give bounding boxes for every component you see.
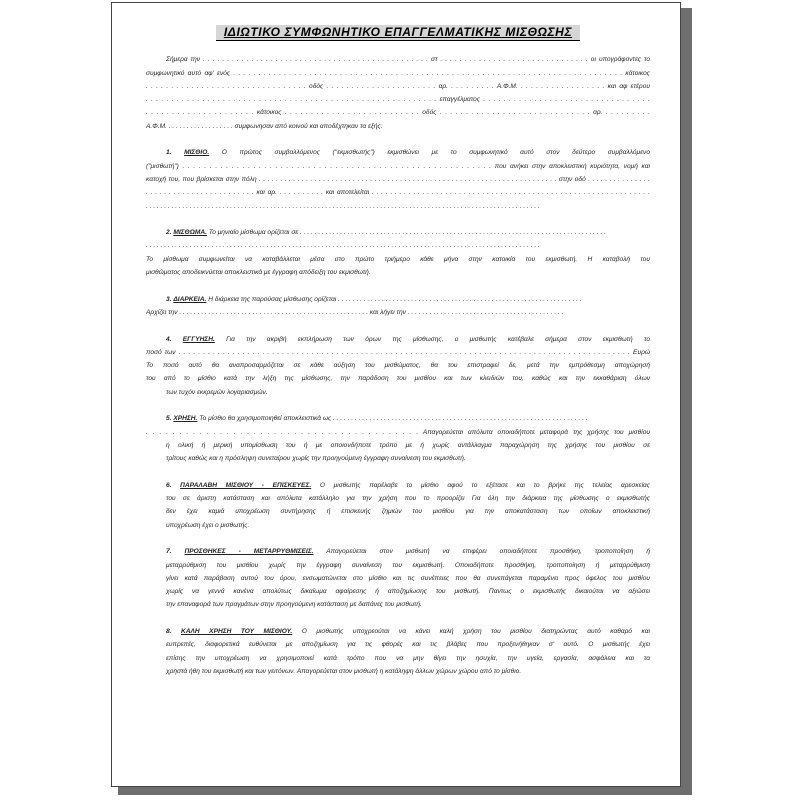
section-heading: ΔΙΑΡΚΕΙΑ. bbox=[173, 295, 207, 303]
intro-line: Α.Φ.Μ. . . . . . . . . . . . . . . . . . . συμφωνησαν από κοινού και αποδέχτηκαν τα εξής: bbox=[146, 122, 383, 130]
section-heading: ΠΡΟΣΘΗΚΕΣ - ΜΕΤΑΡΡΥΘΜΙΣΕΙΣ. bbox=[184, 548, 314, 556]
intro-paragraph bbox=[146, 53, 650, 133]
section-text: Ο πρώτος συμβαλλόμενος ("εκμισθωτής") εκμισθώνει με το συμφωνητικό αυτό στον δεύτερο συμβαλλόμενο bbox=[209, 149, 650, 157]
section-line: Το μίσθωμα συμφωνείται να καταβάλλεται μέσα στο πρώτο τριήμερο κάθε μήνα στην κατοικία του εκμισθωτή. Η καταβολή του bbox=[146, 255, 650, 263]
section-line: του σε άριστη κατάσταση και απόλυτα κατάλληλο για την χρήση που το προορίζει Για όλη την διάρκεια της μίσθωσης ο εκμισθωτής bbox=[166, 495, 650, 503]
section-line: επίσης την υποχρέωση να χρησιμοποιεί κατά τρόπο που να μην θίγει την ησυχία, την υγεία, εργασία, ασφάλεια και τα bbox=[166, 654, 650, 662]
section-line: υποχρέωση έχει ο μισθωτής. bbox=[166, 521, 250, 529]
section-line: . . . . . . . . . . . . . . . . . . . . . . . . . . . . . . . . . . . . . . . . . Απαγορεύεται απόλυτα οποιαδήποτε μεταφορά της χρήσης του μισθίου bbox=[146, 428, 650, 436]
section-6-paralavi bbox=[146, 479, 650, 532]
section-line: χωρίς να γεννά κανένα απολύτως δικαίωμα αφαίρεσης ή αποζημίωσης του μισθωτή. Παντως ο εκμισθωτής δικαιούται να αξιώσει bbox=[166, 588, 650, 596]
section-line: ευπρεπές, διαφορετικά ευθύνεται με αποζημίωση για τις φθορές και τις βλάβες που προξενήθηκαν σ' αυτό. Ο μισθωτής έχει bbox=[166, 641, 650, 649]
section-line: ποσό των . . . . . . . . . . . . . . . . . . . . . . . . . . . . . . . . . . . . . . . . . . . . . . . . . . . . . . . . . . . . . . . . . . . . . . . . . . . . . . . . . . . . . . . . . . . . Ευρώ bbox=[146, 348, 650, 356]
section-heading: ΧΡΗΣΗ. bbox=[173, 415, 198, 423]
section-line: . . . . . . . . . . . . . . . . . . . . . . . . . . . . . . . . . . . . . . . . . . . . . . . . . . . . . . . . . . . . . . . . . . . . . . . . . . . . . . . . . . . . . . . . . . . . . . . . . . . . . . . . . . . . bbox=[146, 242, 540, 250]
section-text: Απαγορεύεται στον μισθωτή να επιφέρει οποιαδήποτε προσθήκη, τροποποίηση ή bbox=[313, 548, 650, 556]
section-line: την επαναφορά των πραγμάτων στην προηγούμενη κατάσταση με δαπάνες του μισθωτή. bbox=[166, 601, 422, 609]
section-number: 5. bbox=[166, 415, 172, 423]
section-line: η ολική ή μερική υπομίσθωση του ή με οποιονδήποτε τρόπο με ή χωρίς αντάλλαγμα παραχώρηση της χρήσης του μισθίου σε bbox=[166, 441, 650, 449]
section-first-line bbox=[146, 479, 650, 492]
section-heading: ΜΙΣΘΙΟ. bbox=[184, 149, 210, 157]
section-number: 7. bbox=[166, 548, 172, 556]
section-1-misthio bbox=[146, 146, 650, 212]
section-text: Το μηνιαίο μίσθωμα ορίζεται σε . . . . . . . . . . . . . . . . . . . . . . . . . . . . . . . . . . . . . . . . . . . . . . . . . . . . . . . . . . . . . . . . . . . . . . . . . . . . . . . . . . . . bbox=[206, 229, 606, 237]
section-line: των τυχόν εκκρεμών λογαριασμών. bbox=[166, 388, 268, 396]
intro-line: . . . . . . . . . . . . . . . . . . . . . . . . . . . . . . . . οδός . . . . . . . . . . . . . . . . . . . . . . αρ. . . . . . . . . . Α.Φ.Μ. . . . . . . . . . . . . . . . . . και αφ ετέρου bbox=[146, 82, 650, 90]
intro-line: Σήμερα την . . . . . . . . . . . . . . . . . . . . . . . . . . . . . . . . . . . . . . . . . . . . . . . στ . . . . . . . . . . . . . . . . . . . . . . . . . . . . . . . οι υπογράφοντες το bbox=[166, 56, 650, 64]
section-line: μισθώματος αποδεικνύεται αποκλειστικά με έγγραφη απόδειξη του εκμισθωτή. bbox=[146, 269, 371, 277]
section-line: ("μισθωτή") . . . . . . . . . . . . . . . . . . . . . . . . . . . . . . . . . . . . . . . . . . . . . . . . . . . . . . . . . που ανήκει στην αποκλειστική κυριότητα, νομή και bbox=[146, 162, 650, 170]
section-line: του από το μίσθιο κατά την λήξη της μίσθωσης, την παράδοση του μισθίου και των κλειδιών του, καθώς και την εκκαθάριση όλων bbox=[146, 375, 650, 383]
section-heading: ΕΓΓΥΗΣΗ. bbox=[182, 335, 215, 343]
title-wrap bbox=[146, 25, 650, 41]
section-3-diarkeia bbox=[146, 293, 650, 320]
section-number: 4. bbox=[166, 335, 172, 343]
section-line: κατοχή του, που βρίσκεται στην πόλη . . . . . . . . . . . . . . . . . . . . . . . . . . . . . . . . . . . . . . . . . . . . . . . . . . . . . . . . . . . . . . . . . . . . . . στην οδό . . . . . . . . . . . . . . . bbox=[146, 175, 650, 183]
section-4-egguisi bbox=[146, 333, 650, 399]
section-line: μεταρρύθμιση του μισθίου χωρίς την έγγραφη συναίνεση του εκμισθωτή. Οποιαδήποτε προσθήκη, τροποποίηση ή μεταρρύθμιση bbox=[166, 561, 650, 569]
section-2-misthoma bbox=[146, 226, 650, 279]
intro-line: . . . . . . . . . . . . . . . . . . . . . . . . . . . . . . . . . . . . . . . . . . . . . . . . . . . . . . . . . επαγγέλματος . . . . . . . . . . . . . . . . . . . . . . . . . . . . . . . . . bbox=[146, 96, 650, 104]
section-first-line bbox=[146, 293, 650, 306]
section-7-prosthikes bbox=[146, 545, 650, 611]
section-text: Ο μισθωτής υποχρεούται να κάνει καλή χρήση του μισθίου διατηρώντας αυτό καθαρό και bbox=[292, 628, 650, 636]
section-line: δεν έχει καμιά υποχρέωση συντήρησης ή επισκευής ζημιών του μισθίου για την αποκατάσταση των οποίων αποκλειστική bbox=[166, 508, 650, 516]
section-number: 2. bbox=[166, 229, 172, 237]
section-heading: ΜΙΣΘΩΜΑ. bbox=[173, 229, 207, 237]
section-text: Για την ακριβή εκπλήρωση των όρων της μίσθωσης, ο μισθωτής κατέβαλε σήμερα στον εκμισθωτή το bbox=[214, 335, 650, 343]
section-heading: ΠΑΡΑΛΑΒΗ ΜΙΣΘΙΟΥ - ΕΠΙΣΚΕΥΕΣ. bbox=[180, 481, 312, 489]
document-page bbox=[111, 2, 681, 787]
section-first-line bbox=[146, 146, 650, 159]
document-title: ΙΔΙΩΤΙΚΟ ΣΥΜΦΩΝΗΤΙΚΟ ΕΠΑΓΓΕΛΜΑΤΙΚΗΣ ΜΙΣΘΩΣΗΣ bbox=[216, 25, 580, 41]
section-heading: ΚΑΛΗ ΧΡΗΣΗ ΤΟΥ ΜΙΣΘΙΟΥ. bbox=[181, 628, 293, 636]
section-text: Η διάρκεια της παρούσας μίσθωσης ορίζεται . . . . . . . . . . . . . . . . . . . . . . . . . . . . . . . . . . . . . . . . . . . . . . . . . . . . . . . . . . . . . . . . . . . bbox=[206, 295, 582, 303]
section-number: 1. bbox=[166, 149, 172, 157]
section-line: . . . . . . . . . . . . . . . . . . . . . . . . και αρ. . . . . . . . . . . και αποτελείται . . . . . . . . . . . . . . . . . . . . . . . . . . . . . . . . . . . . . . . . . . . . . . . . . . . . . . . . . . . . . bbox=[146, 189, 650, 197]
section-line: . . . . . . . . . . . . . . . . . . . . . . . . . . . . . . . . . . . . . . . . . . . . . . . . . . . . . . . . . . . . . . . . . . . . . . . . . . . . . . . . . . . . . . . . . . . . . . . . . . . . . . . . . . . . bbox=[146, 202, 540, 210]
section-line: Αρχίζει την . . . . . . . . . . . . . . . . . . . . . . . . . . . . . . . . . . . . . . . . . . . . . . . . . . . . και λήγει την . . . . . . . . . . . . . . . . . . . . . . . . . . . . . . . . . . . . . . . . . . . bbox=[146, 308, 564, 316]
section-5-xrisi bbox=[146, 412, 650, 465]
section-line: γίνει κατά παράβαση αυτού του όρου, ενσωματώνεται στο μίσθιο και τις συνέπειες που θα συνεπάγεται παραμένει προς όφελος του μισθίου bbox=[166, 574, 650, 582]
section-text: Ο μισθωτής παρέλαβε το μίσθιο αφού το εξέτασε και το βρήκε της τελείας αρεσκείας bbox=[311, 481, 650, 489]
section-number: 6. bbox=[166, 481, 172, 489]
section-number: 8. bbox=[166, 628, 172, 636]
section-first-line bbox=[146, 625, 650, 638]
section-first-line bbox=[146, 545, 650, 558]
section-text: Το μίσθιο θα χρησιμοποιηθεί αποκλειστικά ως . . . . . . . . . . . . . . . . . . . . . . . . . . . . . . . . . . . . . . . . . . . . . . . . . . . . . . . . . . . . . . . . . . . . . . bbox=[197, 415, 588, 423]
intro-line: . . . . . . . . . . . . . . . . . . . . . κάτοικος . . . . . . . . . . . . . . . . . . . . . . . . . . οδός . . . . . . . . . . . . . . . . . . . . . . . . . . . . . αρ. . . . . . . . . . bbox=[146, 109, 650, 117]
section-line: τρίτους καθώς και η πρόσληψη συνεταίρου χωρίς την προηγούμενη έγγραφη συναίνεση του εκμισθωτή. bbox=[166, 455, 466, 463]
section-8-kali-xrisi bbox=[146, 625, 650, 678]
section-first-line bbox=[146, 226, 650, 239]
section-first-line bbox=[146, 412, 650, 425]
section-first-line bbox=[146, 333, 650, 346]
section-number: 3. bbox=[166, 295, 172, 303]
intro-line: συμφωνητικό αυτό αφ' ενός . . . . . . . . . . . . . . . . . . . . . . . . . . . . . . . . . . . . . . . . . . . . . . . . . . . . . . . . . . . . . . . . . . . . . . . . . . . . . κάτοικος bbox=[146, 69, 650, 77]
section-line: Το ποσό αυτό θα αναπροσαρμόζεται σε κάθε αύξηση του μισθώματος, θα του επιστραφεί δε, μετά την εμπρόθεσμη αποχώρησή bbox=[146, 362, 650, 370]
section-line: χρηστά ήθη του εκμισθωτή και των γειτόνων. Απαγορεύεται στον μισθωτή η κατάληψη άλλων χώρων χώρου από το μίσθιο. bbox=[166, 667, 522, 675]
